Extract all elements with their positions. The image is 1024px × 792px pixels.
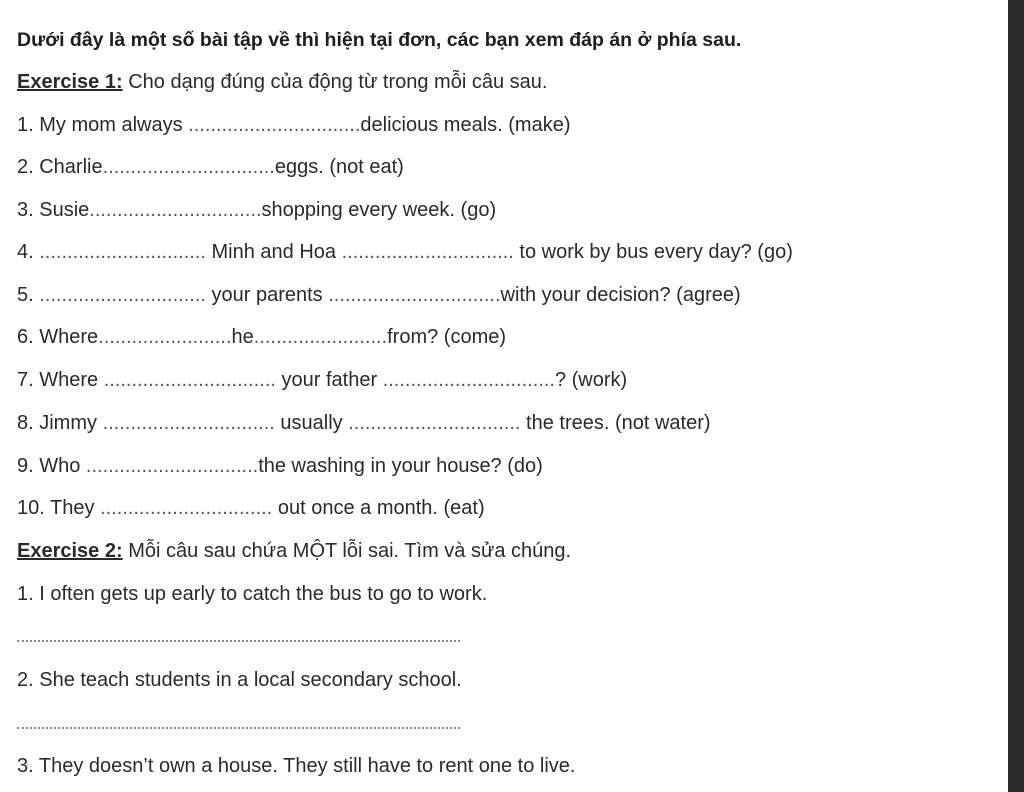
ex1-item-3 — [17, 198, 496, 222]
item-text: your father — [275, 369, 383, 391]
item-text: out once a month. (eat) — [272, 497, 485, 519]
item-text: usually — [274, 412, 349, 434]
blank: .............................. — [39, 241, 206, 263]
answer-line — [17, 727, 460, 729]
blank: ........................ — [98, 326, 232, 348]
item-text: 5. — [17, 284, 40, 306]
item-text: Minh and Hoa — [205, 241, 342, 263]
blank: ............................... — [102, 156, 275, 178]
ex1-item-6 — [17, 325, 506, 349]
item-text: 3. Susie — [17, 199, 90, 221]
item-text: 4. — [17, 241, 40, 263]
ex2-item-1: 1. I often gets up early to catch the bus to go to work. — [17, 583, 488, 605]
blank: .............................. — [39, 284, 206, 306]
blank: ............................... — [341, 241, 514, 263]
item-text: shopping every week. (go) — [261, 199, 497, 221]
item-text: with your decision? (agree) — [500, 284, 741, 306]
item-text: delicious meals. (make) — [360, 114, 571, 136]
item-text: ? (work) — [554, 369, 628, 391]
item-text: 7. Where — [17, 369, 104, 391]
ex1-item-8 — [17, 411, 711, 435]
ex1-item-10 — [17, 496, 485, 520]
blank: ............................... — [188, 114, 361, 136]
item-text: from? (come) — [387, 326, 507, 348]
item-text: 8. Jimmy — [17, 412, 103, 434]
item-text: the trees. (not water) — [520, 412, 711, 434]
item-text: he — [231, 326, 254, 348]
item-text: 2. Charlie — [17, 156, 103, 178]
exercise2-label: Exercise 2: — [17, 540, 123, 562]
exercise2-instruction: Mỗi câu sau chứa MỘT lỗi sai. Tìm và sửa chúng. — [128, 540, 572, 562]
item-text: your parents — [205, 284, 329, 306]
ex1-item-4 — [17, 240, 793, 264]
ex1-item-2 — [17, 155, 404, 179]
blank: ............................... — [103, 369, 276, 391]
item-text: 1. My mom always — [17, 114, 189, 136]
ex2-item-3: 3. They doesn’t own a house. They still have to rent one to live. — [17, 755, 576, 777]
blank: ............................... — [102, 412, 275, 434]
item-text: 9. Who — [17, 455, 86, 477]
intro-text: Dưới đây là một số bài tập về thì hiện tại đơn, các bạn xem đáp án ở phía sau. — [17, 29, 742, 51]
blank: ............................... — [328, 284, 501, 306]
item-text: to work by bus every day? (go) — [513, 241, 793, 263]
blank: ............................... — [85, 455, 259, 477]
item-text: eggs. (not eat) — [274, 156, 404, 178]
item-text: the washing in your house? (do) — [258, 455, 543, 477]
exercise2-heading — [17, 539, 571, 563]
item-text: 10. They — [17, 497, 101, 519]
exercise1-heading — [17, 70, 547, 94]
exercise1-instruction: Cho dạng đúng của động từ trong mỗi câu sau. — [128, 71, 548, 93]
blank: ............................... — [382, 369, 555, 391]
ex1-item-5 — [17, 283, 741, 307]
ex2-item-2: 2. She teach students in a local secondary school. — [17, 669, 462, 691]
blank: ............................... — [100, 497, 273, 519]
ex1-item-1 — [17, 113, 571, 137]
item-text: 6. Where — [17, 326, 99, 348]
ex1-item-7 — [17, 368, 627, 392]
exercise1-label: Exercise 1: — [17, 71, 123, 93]
answer-line — [17, 640, 460, 642]
ex1-item-9 — [17, 454, 543, 478]
blank: ........................ — [253, 326, 388, 348]
blank: ............................... — [89, 199, 262, 221]
blank: ............................... — [348, 412, 521, 434]
